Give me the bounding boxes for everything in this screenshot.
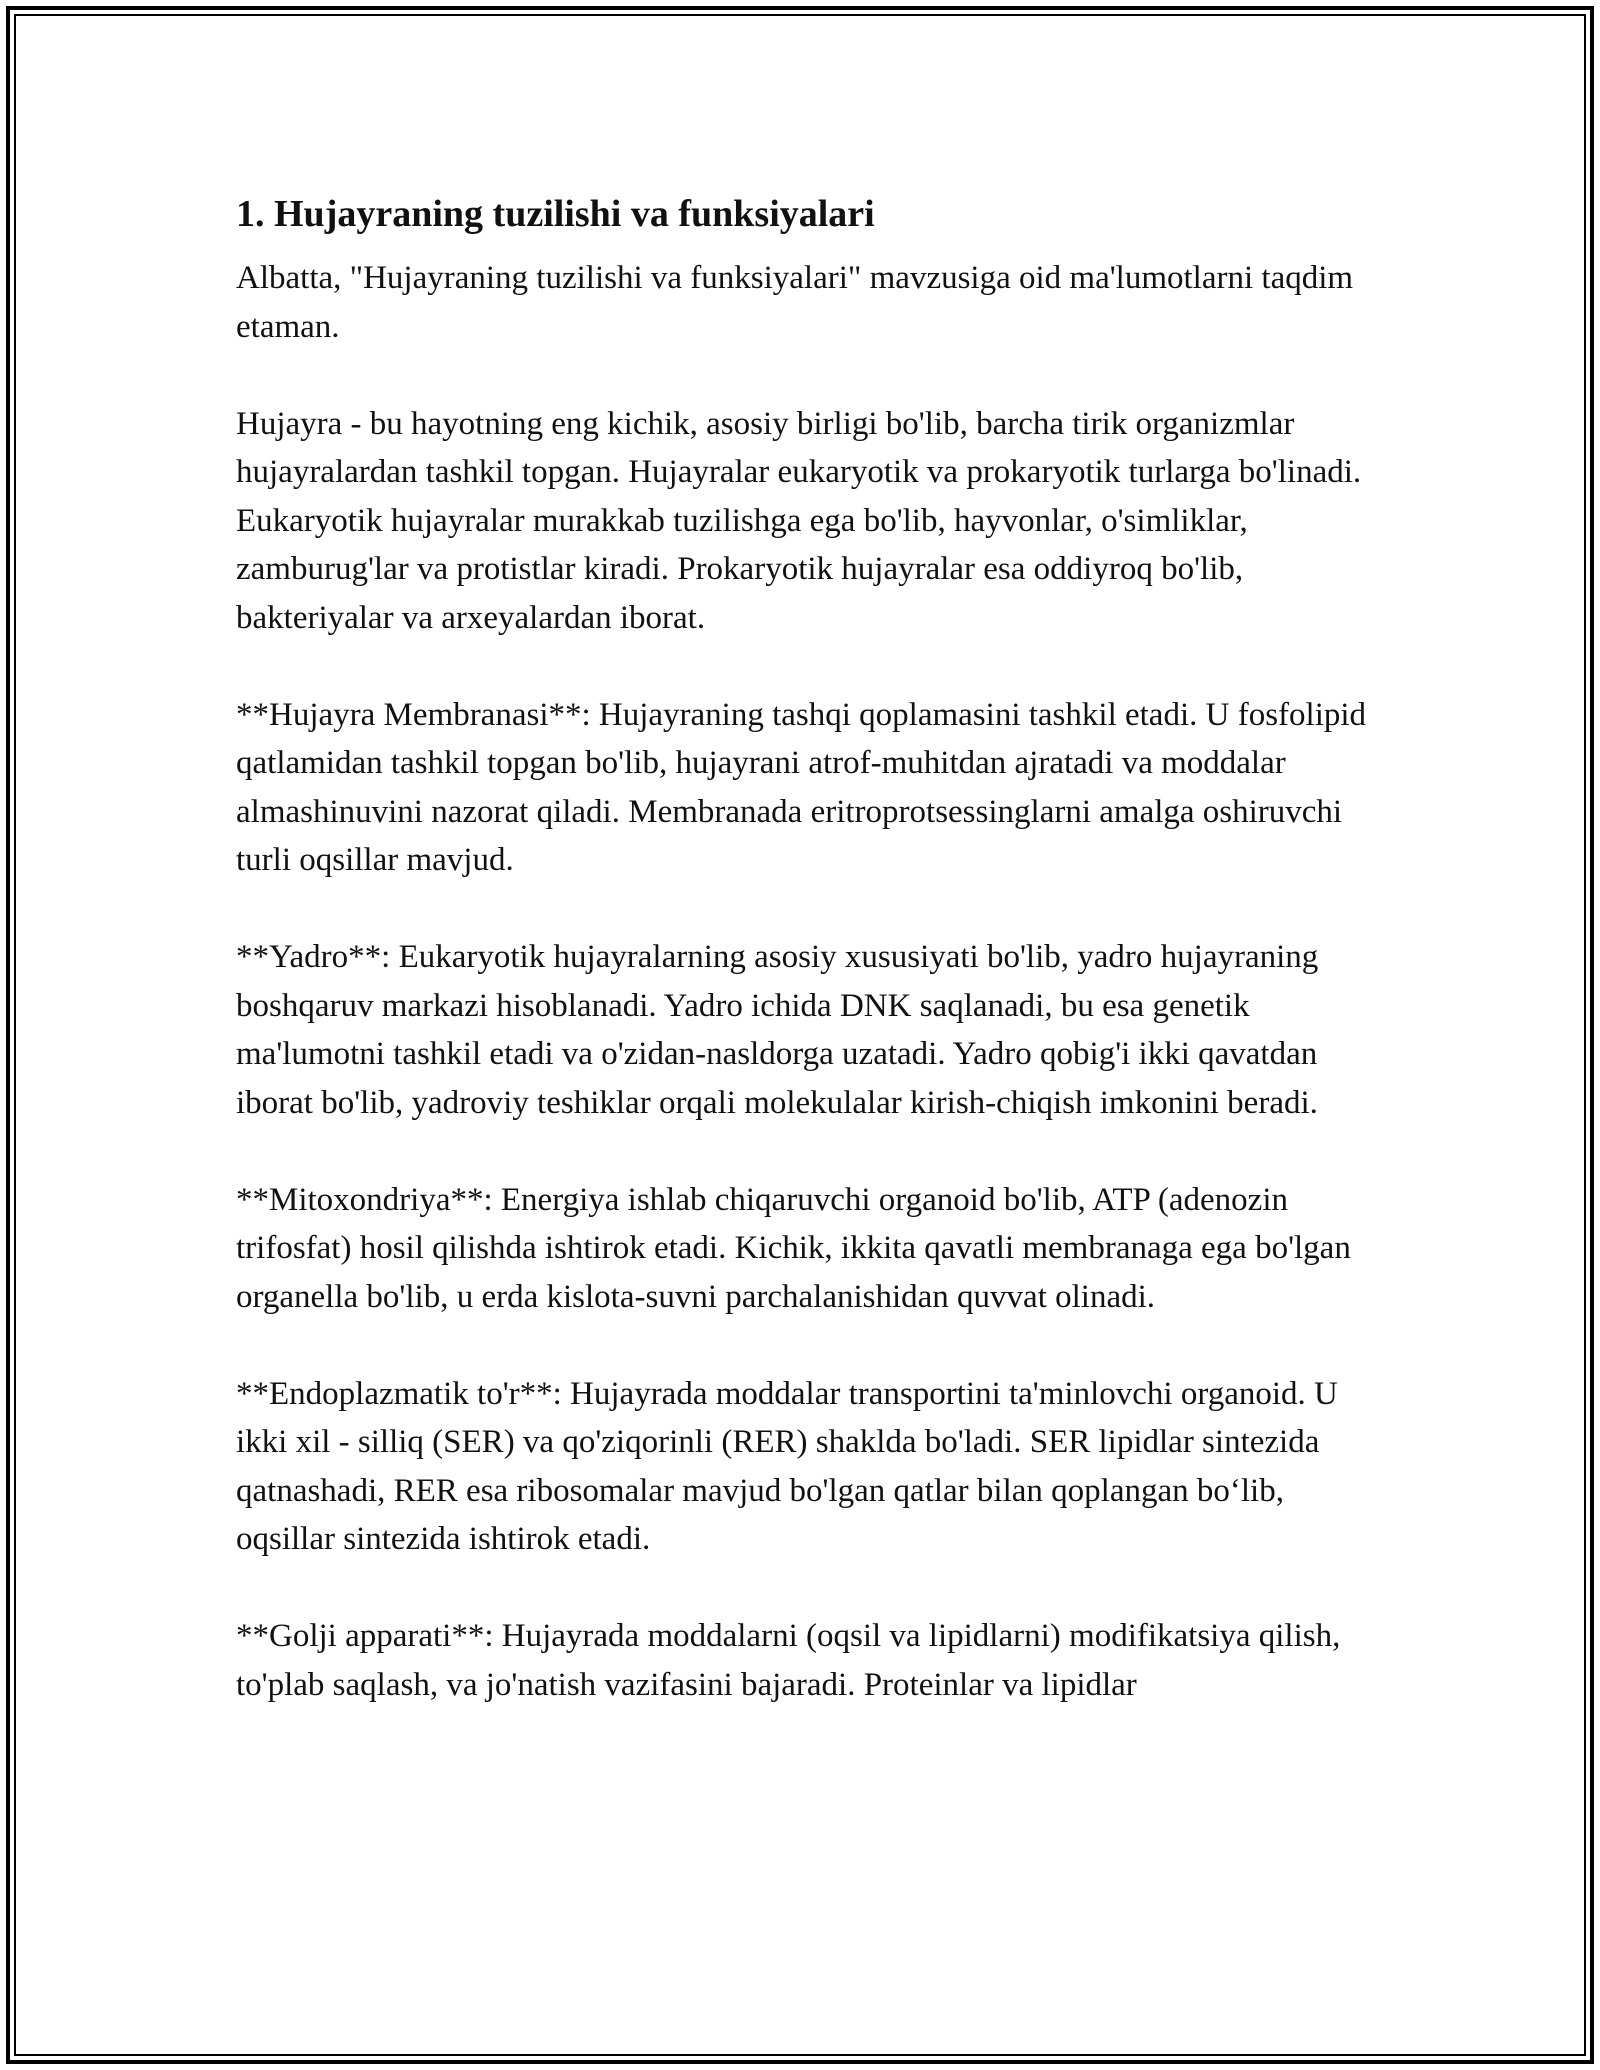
- paragraph-golji: **Golji apparati**: Hujayrada moddalarni (oqsil va lipidlarni) modifikatsiya qilish, to'plab saqlash, va jo'natish vazifasini bajaradi. Proteinlar va lipidlar: [236, 1618, 1341, 1703]
- paragraph-yadro: **Yadro**: Eukaryotik hujayralarning asosiy xususiyati bo'lib, yadro hujayraning boshqaruv markazi hisoblanadi. Yadro ichida DNK saqlanadi, bu esa genetik ma'lumotni tashkil etadi va o'zidan-nasldorga uzatadi. Yadro qobig'i ikki qavatdan iborat bo'lib, yadroviy teshiklar orqali molekulalar kirish-chiqish imkonini beradi.: [236, 939, 1319, 1121]
- paragraph-intro: Albatta, "Hujayraning tuzilishi va funksiyalari" mavzusiga oid ma'lumotlarni taqdim etaman.: [236, 260, 1354, 345]
- document-title: 1. Hujayraning tuzilishi va funksiyalari: [236, 193, 875, 235]
- document-body: [236, 184, 1376, 1758]
- paragraph-membrana: **Hujayra Membranasi**: Hujayraning tashqi qoplamasini tashkil etadi. U fosfolipid qatlamidan tashkil topgan bo'lib, hujayrani atrof-muhitdan ajratadi va moddalar almashinuvini nazorat qiladi. Membranada eritroprotsessinglarni amalga oshiruvchi turli oqsillar mavjud.: [236, 696, 1367, 878]
- paragraph-mitoxondriya: **Mitoxondriya**: Energiya ishlab chiqaruvchi organoid bo'lib, ATP (adenozin trifosfat) hosil qilishda ishtirok etadi. Kichik, ikkita qavatli membranaga ega bo'lgan organella bo'lib, u erda kislota-suvni parchalanishidan quvvat olinadi.: [236, 1181, 1351, 1315]
- paragraph-endoplazmatik: **Endoplazmatik to'r**: Hujayrada moddalar transportini ta'minlovchi organoid. U ikki xil - silliq (SER) va qo'ziqorinli (RER) shaklda bo'ladi. SER lipidlar sintezida qatnashadi, RER esa ribosomalar mavjud bo'lgan qatlar bilan qoplangan bo‘lib, oqsillar sintezida ishtirok etadi.: [236, 1375, 1338, 1557]
- paragraph-hujayra: Hujayra - bu hayotning eng kichik, asosiy birligi bo'lib, barcha tirik organizmlar hujayralardan tashkil topgan. Hujayralar eukaryotik va prokaryotik turlarga bo'linadi. Eukaryotik hujayralar murakkab tuzilishga ega bo'lib, hayvonlar, o'simliklar, zamburug'lar va protistlar kiradi. Prokaryotik hujayralar esa oddiyroq bo'lib, bakteriyalar va arxeyalardan iborat.: [236, 405, 1362, 636]
